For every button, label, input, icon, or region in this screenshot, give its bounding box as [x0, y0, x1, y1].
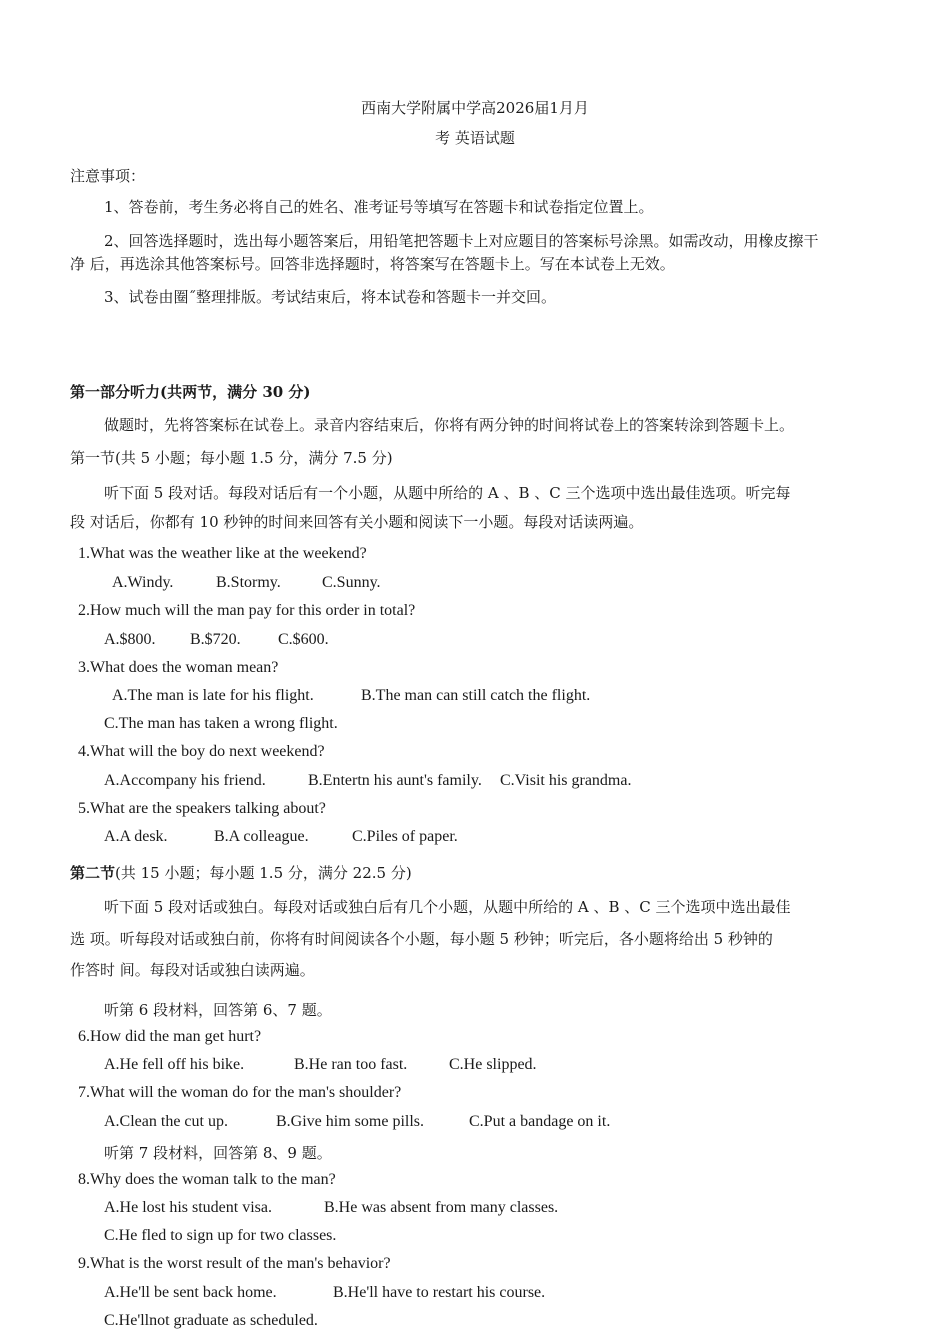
option-4c: C.Visit his grandma.: [500, 772, 632, 789]
material-6-note: 听第 6 段材料，回答第 6、7 题。: [104, 1001, 332, 1019]
option-2b: B.$720.: [190, 631, 241, 648]
option-7a: A.Clean the cut up.: [104, 1113, 228, 1130]
notice-heading: 注意事项：: [70, 167, 146, 185]
option-2a: A.$800.: [104, 631, 156, 648]
question-5: 5.What are the speakers talking about?: [78, 800, 326, 817]
question-1: 1.What was the weather like at the weekend?: [78, 545, 367, 562]
notice-item-1: 1、答卷前，考生务必将自己的姓名、准考证号等填写在答题卡和试卷指定位置上。: [104, 198, 654, 216]
option-2c: C.$600.: [278, 631, 329, 648]
exam-title-line2: 考 英语试题: [435, 129, 515, 147]
option-5c: C.Piles of paper.: [352, 828, 458, 845]
question-8: 8.Why does the woman talk to the man?: [78, 1171, 336, 1188]
part1-instruction: 做题时，先将答案标在试卷上。录音内容结束后，你将有两分钟的时间将试卷上的答案转涂到答题卡上。: [104, 416, 795, 434]
notice-item-2-line1: 2、回答选择题时，选出每小题答案后，用铅笔把答题卡上对应题目的答案标号涂黑。如需改动，用橡皮擦干: [104, 232, 819, 250]
option-1c: C.Sunny.: [322, 574, 381, 591]
option-3c: C.The man has taken a wrong flight.: [104, 715, 338, 732]
section2-directions-line3: 作答时 间。每段对话或独白读两遍。: [70, 961, 315, 979]
option-3b: B.The man can still catch the flight.: [361, 687, 591, 704]
option-9a: A.He'll be sent back home.: [104, 1284, 277, 1301]
question-7: 7.What will the woman do for the man's shoulder?: [78, 1084, 402, 1101]
section2-heading-label: 第二节: [70, 864, 116, 882]
option-7c: C.Put a bandage on it.: [469, 1113, 611, 1130]
option-6c: C.He slipped.: [449, 1056, 537, 1073]
part1-heading: 第一部分听力(共两节，满分 30 分): [70, 383, 311, 401]
option-5b: B.A colleague.: [214, 828, 309, 845]
option-6a: A.He fell off his bike.: [104, 1056, 245, 1073]
option-6b: B.He ran too fast.: [294, 1056, 408, 1073]
option-8c: C.He fled to sign up for two classes.: [104, 1227, 337, 1244]
exam-title-line1: 西南大学附属中学高2026届1月月: [361, 99, 589, 117]
option-9c: C.He'llnot graduate as scheduled.: [104, 1312, 318, 1329]
section2-heading-detail: (共 15 小题；每小题 1.5 分，满分 22.5 分): [115, 864, 412, 882]
section2-directions-line1: 听下面 5 段对话或独白。每段对话或独白后有几个小题，从题中所给的 A 、B 、C 三个选项中选出最佳: [104, 898, 791, 916]
question-6: 6.How did the man get hurt?: [78, 1028, 262, 1045]
material-7-note: 听第 7 段材料，回答第 8、9 题。: [104, 1144, 332, 1162]
option-1a: A.Windy.: [112, 574, 174, 591]
option-8b: B.He was absent from many classes.: [324, 1199, 559, 1216]
section1-heading: 第一节(共 5 小题；每小题 1.5 分，满分 7.5 分): [70, 449, 393, 467]
question-2: 2.How much will the man pay for this order in total?: [78, 602, 416, 619]
section1-directions-line1: 听下面 5 段对话。每段对话后有一个小题，从题中所给的 A 、B 、C 三个选项中选出最佳选项。听完每: [104, 484, 791, 502]
option-1b: B.Stormy.: [216, 574, 281, 591]
question-9: 9.What is the worst result of the man's behavior?: [78, 1255, 391, 1272]
option-5a: A.A desk.: [104, 828, 168, 845]
option-7b: B.Give him some pills.: [276, 1113, 424, 1130]
option-9b: B.He'll have to restart his course.: [333, 1284, 546, 1301]
question-4: 4.What will the boy do next weekend?: [78, 743, 325, 760]
question-3: 3.What does the woman mean?: [78, 659, 279, 676]
section1-directions-line2: 段 对话后，你都有 10 秒钟的时间来回答有关小题和阅读下一小题。每段对话读两遍。: [70, 513, 644, 531]
option-8a: A.He lost his student visa.: [104, 1199, 272, 1216]
section2-heading: [70, 862, 412, 883]
section2-directions-line2: 选 项。听每段对话或独白前，你将有时间阅读各个小题，每小题 5 秒钟；听完后，各小题将给出 5 秒钟的: [70, 930, 773, 948]
option-4a: A.Accompany his friend.: [104, 772, 266, 789]
notice-item-2-line2: 净 后，再选涂其他答案标号。回答非选择题时，将答案写在答题卡上。写在本试卷上无效。: [70, 255, 675, 273]
notice-item-3: 3、试卷由圈˝整理排版。考试结束后，将本试卷和答题卡一并交回。: [104, 288, 557, 306]
option-4b: B.Entertn his aunt's family.: [308, 772, 482, 789]
option-3a: A.The man is late for his flight.: [112, 687, 314, 704]
